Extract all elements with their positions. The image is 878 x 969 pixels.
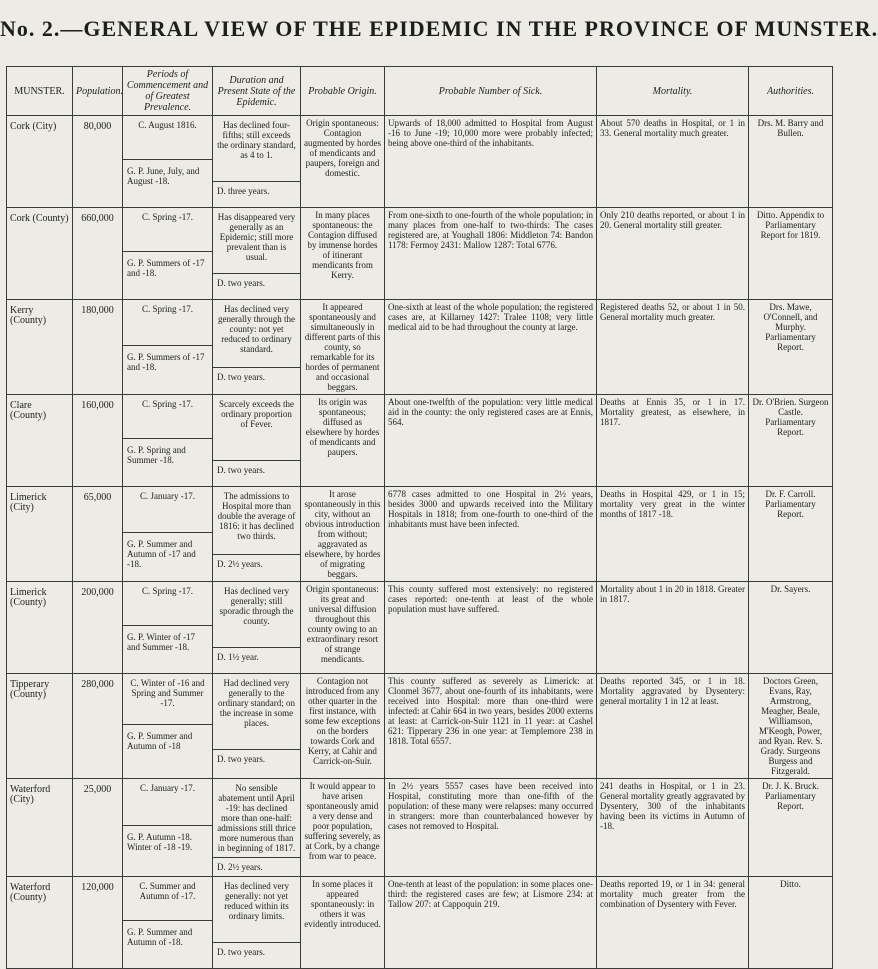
present-state-text: No sensible abatement until April -19: has declined more than one-half: admissions still thrice more numerous than in beginning of 1817. [213, 779, 300, 858]
page-title: No. 2.—GENERAL VIEW OF THE EPIDEMIC IN THE PROVINCE OF MUNSTER. [0, 16, 878, 41]
periods-split [123, 674, 212, 778]
periods-split [123, 300, 212, 394]
table-row [7, 116, 833, 208]
origin-cell: In many places spontaneous: the Contagion diffused by immense hordes of itinerant mendicants from Kerry. [301, 208, 385, 300]
periods-cell [123, 208, 213, 300]
duration-split [213, 395, 300, 486]
sick-cell: One-sixth at least of the whole population; the registered cases are, at Killarney 1427: Tralee 1108; very little medical aid to be had throughout the county at large. [385, 300, 597, 395]
population-cell: 65,000 [73, 487, 123, 582]
commencement-text: C. Winter of -16 and Spring and Summer -17. [123, 674, 212, 725]
authorities-cell: Drs. Mawe, O'Connell, and Murphy. Parliamentary Report. [749, 300, 833, 395]
sick-cell: 6778 cases admitted to one Hospital in 2½ years, besides 3000 and upwards received into the Military Hospitals in 1818; from one-fourth to one-third of the inhabitants must have been infected. [385, 487, 597, 582]
table-row [7, 674, 833, 779]
mortality-cell: Mortality about 1 in 20 in 1818. Greater in 1817. [597, 582, 749, 674]
origin-cell: In some places it appeared spontaneously: in others it was evidently introduced. [301, 877, 385, 969]
greatest-prevalence-text: G. P. Summer and Autumn of -18. [127, 927, 193, 947]
duration-split [213, 116, 300, 207]
population-cell: 280,000 [73, 674, 123, 779]
periods-cell [123, 877, 213, 969]
periods-cell [123, 582, 213, 674]
commencement-text: C. Spring -17. [123, 395, 212, 439]
duration-text: D. 2½ years. [217, 862, 263, 872]
table-row [7, 208, 833, 300]
header-mortality: Mortality. [597, 67, 749, 116]
population-cell: 120,000 [73, 877, 123, 969]
header-sick: Probable Number of Sick. [385, 67, 597, 116]
periods-split [123, 208, 212, 299]
sick-cell: About one-twelfth of the population: very little medical aid in the county: the only registered cases are at Ennis, 564. [385, 395, 597, 487]
county-cell: Waterford (County) [7, 877, 73, 969]
table-row [7, 487, 833, 582]
header-population: Population. [73, 67, 123, 116]
periods-split [123, 395, 212, 486]
periods-split [123, 779, 212, 876]
duration-cell [213, 395, 301, 487]
authorities-cell: Ditto. [749, 877, 833, 969]
duration-cell [213, 779, 301, 877]
duration-text: D. two years. [217, 372, 265, 383]
commencement-text: C. Summer and Autumn of -17. [123, 877, 212, 921]
present-state-text: Has declined four-fifths; still exceeds the ordinary standard, as 4 to 1. [213, 116, 300, 182]
table-row [7, 877, 833, 969]
header-origin: Probable Origin. [301, 67, 385, 116]
header-row [7, 67, 833, 116]
periods-cell [123, 395, 213, 487]
periods-cell [123, 116, 213, 208]
origin-cell: It would appear to have arisen spontaneously amid a very dense and poor population, suffering severely, as at Cork, by a change from war to peace. [301, 779, 385, 877]
authorities-cell: Dr. F. Carroll. Parliamentary Report. [749, 487, 833, 582]
county-cell: Cork (City) [7, 116, 73, 208]
duration-split [213, 300, 300, 394]
periods-cell [123, 674, 213, 779]
duration-split [213, 582, 300, 673]
epidemic-table [6, 66, 833, 969]
sick-cell: This county suffered as severely as Limerick: at Clonmel 3677, about one-fourth of its inhabitants, were received into Hospital: more than one-third were infected: at Cahir 664 in two years, besides 2000 externs at least: at Carrick-on-Suir 1121 in 11 year: at Cashel 621: Tipperary 236 in one year: at Templemore 238 in 1818. Total 6557. [385, 674, 597, 779]
present-state-text: Has disappeared very generally as an Epidemic; still more prevalent than is usual. [213, 208, 300, 274]
origin-cell: It appeared spontaneously and simultaneously in different parts of this county, so remarkable for its hordes of permanent and occasional beggars. [301, 300, 385, 395]
mortality-cell: Deaths at Ennis 35, or 1 in 17. Mortality greatest, as elsewhere, in 1817. [597, 395, 749, 487]
present-state-text: Has declined very generally through the county: not yet reduced to ordinary standard. [213, 300, 300, 368]
greatest-prevalence-text: G. P. June, July, and August -18. [127, 166, 200, 186]
sick-cell: This county suffered most extensively: no registered cases reported: one-tenth at least of the whole population must have suffered. [385, 582, 597, 674]
mortality-cell: Registered deaths 52, or about 1 in 50. General mortality much greater. [597, 300, 749, 395]
header-county: MUNSTER. [7, 67, 73, 116]
greatest-prevalence-text: G. P. Spring and Summer -18. [127, 445, 186, 465]
present-state-text: The admissions to Hospital more than double the average of 1816: it has declined two thirds. [213, 487, 300, 555]
duration-text: D. two years. [217, 464, 265, 475]
greatest-prevalence-text: G. P. Summer and Autumn of -18 [127, 730, 193, 751]
header-authorities: Authorities. [749, 67, 833, 116]
greatest-prevalence-text: G. P. Winter of -17 and Summer -18. [127, 632, 195, 652]
origin-cell: Its origin was spontaneous; diffused as elsewhere by hordes of mendicants and paupers. [301, 395, 385, 487]
periods-cell [123, 487, 213, 582]
authorities-cell: Ditto. Appendix to Parliamentary Report for 1819. [749, 208, 833, 300]
periods-cell [123, 779, 213, 877]
duration-text: D. two years. [217, 277, 265, 288]
periods-split [123, 116, 212, 207]
sick-cell: In 2½ years 5557 cases have been received into Hospital, constituting more than one-fifth of the population: of these many were relapses: many occurred in strangers: more than counterbalanced however by cases not removed to Hospital. [385, 779, 597, 877]
duration-cell [213, 208, 301, 300]
present-state-text: Had declined very generally to the ordinary standard; on the increase in some places. [213, 674, 300, 750]
sick-cell: Upwards of 18,000 admitted to Hospital from August -16 to June -19; 10,000 more were probably infected; being above one-third of the inhabitants. [385, 116, 597, 208]
present-state-text: Has declined very generally; still sporadic through the county. [213, 582, 300, 648]
commencement-text: C. August 1816. [123, 116, 212, 160]
duration-cell [213, 300, 301, 395]
duration-cell [213, 674, 301, 779]
table-row [7, 395, 833, 487]
mortality-cell: Only 210 deaths reported, or about 1 in 20. General mortality still greater. [597, 208, 749, 300]
header-periods: Periods of Commencement and of Greatest Prevalence. [123, 67, 213, 116]
duration-text: D. three years. [217, 185, 270, 196]
duration-text: D. 1½ year. [217, 651, 259, 662]
duration-cell [213, 487, 301, 582]
county-cell: Limerick (County) [7, 582, 73, 674]
duration-split [213, 208, 300, 299]
header-duration: Duration and Present State of the Epidemic. [213, 67, 301, 116]
mortality-cell: Deaths reported 345, or 1 in 18. Mortality aggravated by Dysentery: general mortality 1 in 12 at least. [597, 674, 749, 779]
authorities-cell: Doctors Green, Evans, Ray, Armstrong, Meagher, Beale, Williamson, M'Keogh, Power, and Ryan. Rev. S. Grady. Surgeons Burgess and Fitzgerald. [749, 674, 833, 779]
population-cell: 25,000 [73, 779, 123, 877]
duration-text: D. 2½ years. [217, 559, 263, 570]
commencement-text: C. Spring -17. [123, 300, 212, 346]
mortality-cell: Deaths in Hospital 429, or 1 in 15; mortality very great in the winter months of 1817 -18. [597, 487, 749, 582]
table-row [7, 300, 833, 395]
table-row [7, 582, 833, 674]
sick-cell: From one-sixth to one-fourth of the whole population; in many places from one-half to two-thirds: The cases registered are, at Youghall 1806: Middleton 74: Bandon 1178: Fermoy 2431: Mallow 1287: Total 6776. [385, 208, 597, 300]
duration-text: D. two years. [217, 753, 265, 764]
authorities-cell: Drs. M. Barry and Bullen. [749, 116, 833, 208]
mortality-cell: 241 deaths in Hospital, or 1 in 23. General mortality greatly aggravated by Dysentery, 300 of the inhabitants having been its victims in Autumn of -18. [597, 779, 749, 877]
origin-cell: Origin spontaneous: its great and universal diffusion throughout this county owing to an extraordinary resort of strange mendicants. [301, 582, 385, 674]
origin-cell: Contagion not introduced from any other quarter in the first instance, with some few exceptions on the borders towards Cork and Kerry, at Cahir and Carrick-on-Suir. [301, 674, 385, 779]
table-row [7, 779, 833, 877]
population-cell: 180,000 [73, 300, 123, 395]
greatest-prevalence-text: G. P. Summer and Autumn of -17 and -18. [127, 538, 196, 569]
periods-split [123, 487, 212, 581]
present-state-text: Scarcely exceeds the ordinary proportion of Fever. [213, 395, 300, 461]
duration-split [213, 674, 300, 778]
duration-split [213, 487, 300, 581]
commencement-text: C. January -17. [123, 487, 212, 533]
duration-cell [213, 116, 301, 208]
duration-split [213, 779, 300, 876]
commencement-text: C. Spring -17. [123, 582, 212, 626]
commencement-text: C. Spring -17. [123, 208, 212, 252]
origin-cell: It arose spontaneously in this city, without an obvious introduction from without; aggravated as elsewhere, by hordes of migrating beggars. [301, 487, 385, 582]
county-cell: Cork (County) [7, 208, 73, 300]
duration-text: D. two years. [217, 946, 265, 957]
authorities-cell: Dr. Sayers. [749, 582, 833, 674]
county-cell: Limerick (City) [7, 487, 73, 582]
population-cell: 80,000 [73, 116, 123, 208]
mortality-cell: Deaths reported 19, or 1 in 34: general mortality much greater from the combination of Dysentery with Fever. [597, 877, 749, 969]
periods-cell [123, 300, 213, 395]
duration-split [213, 877, 300, 968]
commencement-text: C. January -17. [123, 779, 212, 826]
mortality-cell: About 570 deaths in Hospital, or 1 in 33. General mortality much greater. [597, 116, 749, 208]
population-cell: 200,000 [73, 582, 123, 674]
county-cell: Tipperary (County) [7, 674, 73, 779]
duration-cell [213, 582, 301, 674]
duration-cell [213, 877, 301, 969]
population-cell: 160,000 [73, 395, 123, 487]
sick-cell: One-tenth at least of the population: in some places one-third: the registered cases are few; at Lismore 234: at Tallow 207: at Cappoquin 219. [385, 877, 597, 969]
county-cell: Waterford (City) [7, 779, 73, 877]
county-cell: Clare (County) [7, 395, 73, 487]
periods-split [123, 877, 212, 968]
greatest-prevalence-text: G. P. Summers of -17 and -18. [127, 258, 205, 278]
periods-split [123, 582, 212, 673]
origin-cell: Origin spontaneous: Contagion augmented by hordes of mendicants and paupers, foreign and domestic. [301, 116, 385, 208]
population-cell: 660,000 [73, 208, 123, 300]
authorities-cell: Dr. J. K. Bruck. Parliamentary Report. [749, 779, 833, 877]
greatest-prevalence-text: G. P. Autumn -18. Winter of -18 -19. [127, 832, 193, 852]
greatest-prevalence-text: G. P. Summers of -17 and -18. [127, 351, 205, 372]
county-cell: Kerry (County) [7, 300, 73, 395]
present-state-text: Has declined very generally: not yet reduced within its ordinary limits. [213, 877, 300, 943]
authorities-cell: Dr. O'Brien. Surgeon Castle. Parliamentary Report. [749, 395, 833, 487]
